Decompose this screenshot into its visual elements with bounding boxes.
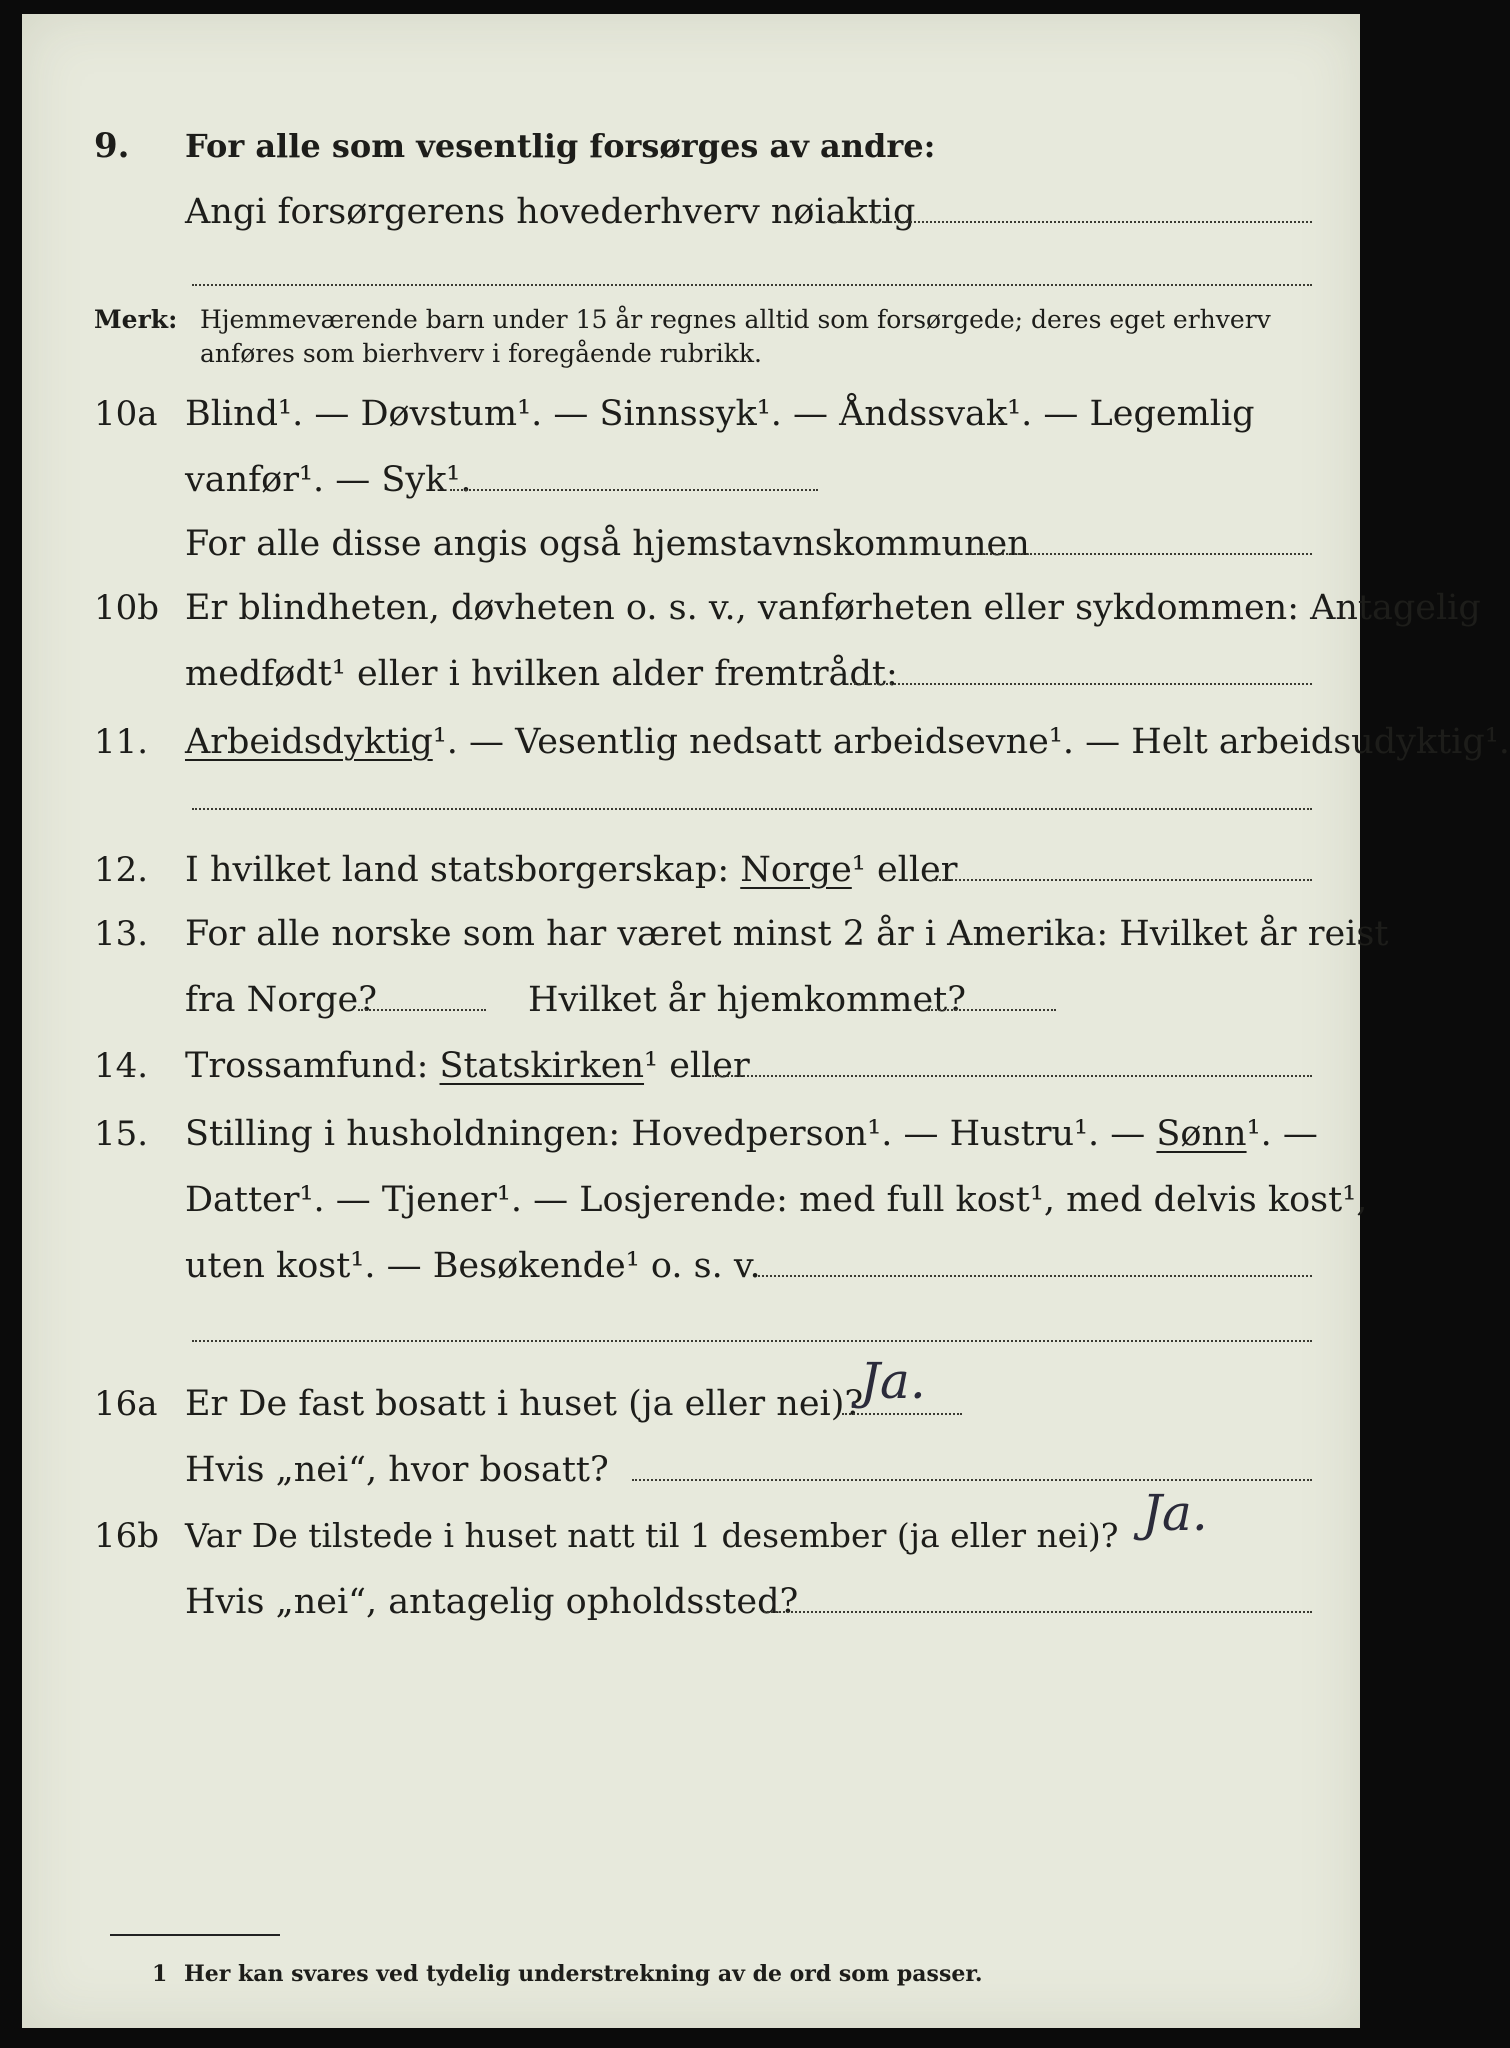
q9-answer-line-2[interactable] [192, 284, 1312, 286]
q12-suffix: ¹ eller [851, 850, 958, 890]
merk-label: Merk: [94, 305, 178, 334]
q16a-line-2: Hvis „nei“, hvor bosatt? [185, 1450, 609, 1490]
q10b-answer-line[interactable] [850, 683, 1312, 685]
q11-rest: ¹. — Vesentlig nedsatt arbeidsevne¹. — Helt arbeidsudyktig¹. [432, 722, 1510, 762]
q15-option-sonn[interactable]: Sønn [1156, 1114, 1247, 1154]
q16a-answer-line[interactable] [842, 1413, 962, 1415]
merk-line-1: Hjemmeværende barn under 15 år regnes alltid som forsørgede; deres eget erhverv [200, 305, 1271, 334]
q14-suffix: ¹ eller [644, 1046, 750, 1086]
q11-line [185, 722, 1510, 762]
q13-line-2b: Hvilket år hjemkommet? [528, 980, 967, 1020]
q12-number: 12. [94, 850, 149, 890]
q16a-handwritten-answer: Ja. [860, 1352, 926, 1410]
q9-question: Angi forsørgerens hovederhverv nøiaktig [185, 192, 916, 232]
q12-answer-line[interactable] [932, 879, 1312, 881]
q16b-handwritten-answer: Ja. [1142, 1484, 1208, 1542]
q10b-line-2: medfødt¹ eller i hvilken alder fremtrådt: [185, 654, 898, 694]
q10a-answer-line[interactable] [450, 489, 818, 491]
q12-option-norge[interactable]: Norge [740, 850, 852, 890]
q10a-line-1: Blind¹. — Døvstum¹. — Sinnssyk¹. — Åndssvak¹. — Legemlig [185, 394, 1255, 434]
q10a-line-3: For alle disse angis også hjemstavnskommunen [185, 524, 1030, 564]
q15-line-1 [185, 1114, 1318, 1154]
q14-option-statskirken[interactable]: Statskirken [439, 1046, 645, 1086]
q14-answer-line[interactable] [712, 1075, 1312, 1077]
q16b-line-2: Hvis „nei“, antagelig opholdssted? [185, 1582, 799, 1622]
q13-return-year-line[interactable] [928, 1009, 1056, 1011]
q10b-line-1: Er blindheten, døvheten o. s. v., vanførheten eller sykdommen: Antagelig [185, 588, 1481, 628]
q10a-hometown-line[interactable] [970, 553, 1312, 555]
merk-line-2: anføres som bierhverv i foregående rubrikk. [200, 339, 762, 368]
q16a-line-1: Er De fast bosatt i huset (ja eller nei)? [185, 1384, 864, 1424]
q9-answer-line[interactable] [834, 221, 1312, 223]
q13-departure-year-line[interactable] [358, 1009, 486, 1011]
q11-number: 11. [94, 722, 149, 762]
q15-number: 15. [94, 1114, 149, 1154]
q14-line [185, 1046, 750, 1086]
q14-number: 14. [94, 1046, 149, 1086]
q10a-number: 10a [94, 394, 158, 434]
q16a-residence-line[interactable] [632, 1479, 1312, 1481]
q15-line-3: uten kost¹. — Besøkende¹ o. s. v. [185, 1246, 761, 1286]
q10a-line-2: vanfør¹. — Syk¹. [185, 460, 472, 500]
q15-line-2: Datter¹. — Tjener¹. — Losjerende: med full kost¹, med delvis kost¹, [185, 1180, 1368, 1220]
q9-title: For alle som vesentlig forsørges av andre: [185, 127, 936, 165]
q15-answer-line[interactable] [758, 1275, 1312, 1277]
footnote-mark: 1 [152, 1961, 168, 1987]
q13-line-2a: fra Norge? [185, 980, 377, 1020]
q16b-line-1: Var De tilstede i huset natt til 1 desember (ja eller nei)? [185, 1516, 1119, 1555]
q12-prefix: I hvilket land statsborgerskap: [185, 850, 730, 890]
q12-line [185, 850, 958, 890]
footnote-text: Her kan svares ved tydelig understrekning av de ord som passer. [184, 1961, 983, 1987]
q14-prefix: Trossamfund: [185, 1046, 429, 1086]
q10b-number: 10b [94, 588, 160, 628]
q11-answer-line[interactable] [192, 808, 1312, 810]
q16b-location-line[interactable] [764, 1611, 1312, 1613]
q13-number: 13. [94, 914, 149, 954]
q15-line-1b: ¹. — [1246, 1114, 1318, 1154]
q16b-number: 16b [94, 1516, 160, 1556]
q15-answer-line-2[interactable] [192, 1340, 1312, 1342]
q11-option-arbeidsdyktig[interactable]: Arbeidsdyktig [185, 722, 433, 762]
q9-number: 9. [94, 126, 130, 166]
q15-line-1a: Stilling i husholdningen: Hovedperson¹. — Hustru¹. — [185, 1114, 1146, 1154]
footnote-rule [110, 1934, 280, 1936]
census-form-page [22, 14, 1510, 2028]
q16a-number: 16a [94, 1384, 158, 1424]
q13-line-1: For alle norske som har været minst 2 år i Amerika: Hvilket år reist [185, 914, 1389, 954]
